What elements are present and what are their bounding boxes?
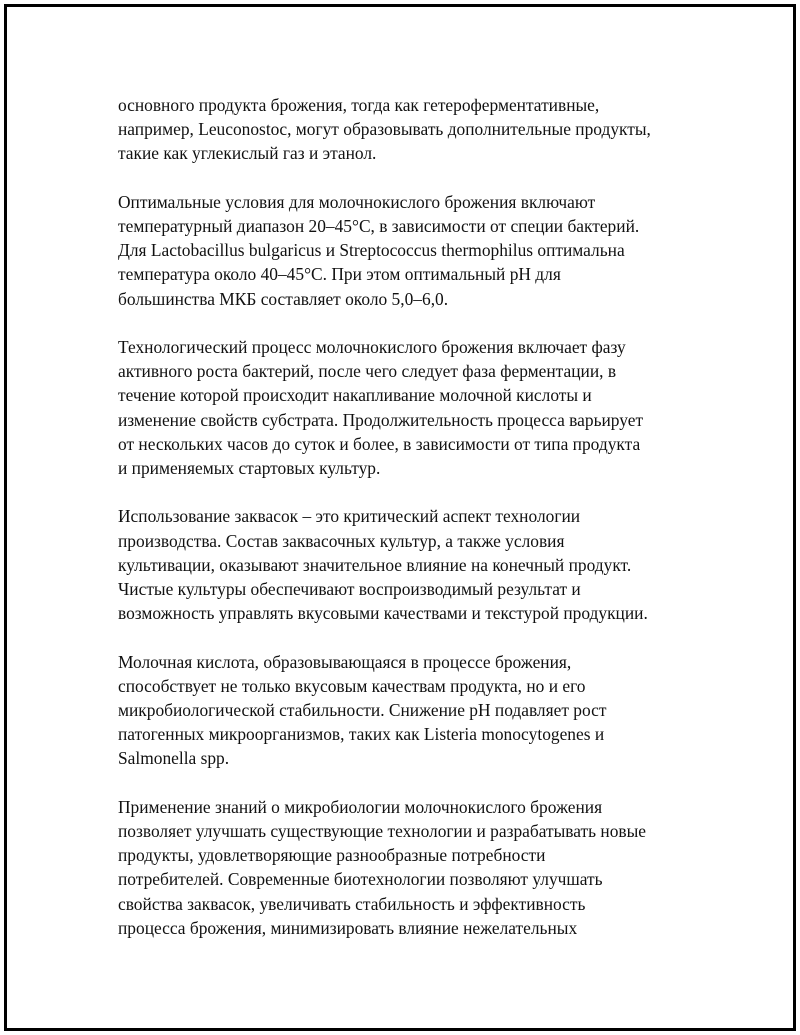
text-line: Оптимальные условия для молочнокислого брожения включают — [118, 191, 596, 212]
text-line: патогенных микроорганизмов, таких как Listeria monocytogenes и — [118, 724, 605, 745]
text-line: температура около 40–45°C. При этом оптимальный pH для — [118, 264, 561, 285]
text-line: такие как углекислый газ и этанол. — [118, 143, 377, 164]
document-body — [118, 93, 688, 964]
paragraph-4 — [118, 504, 688, 625]
paragraph-5 — [118, 650, 688, 771]
text-line: свойства заквасок, увеличивать стабильность и эффективность — [118, 893, 586, 914]
text-line: от нескольких часов до суток и более, в зависимости от типа продукта — [118, 433, 641, 454]
text-line: большинства МКБ составляет около 5,0–6,0. — [118, 288, 449, 309]
text-line: потребителей. Современные биотехнологии позволяют улучшать — [118, 869, 603, 890]
text-line: Salmonella spp. — [118, 748, 230, 769]
text-line: Технологический процесс молочнокислого брожения включает фазу — [118, 337, 626, 357]
text-line: течение которой происходит накапливание молочной кислоты и — [118, 385, 592, 406]
text-line: температурный диапазон 20–45°C, в зависимости от специи бактерий. — [118, 216, 640, 236]
text-line: производства. Состав заквасочных культур, а также условия — [118, 530, 565, 551]
text-line: процесса брожения, минимизировать влияние нежелательных — [118, 917, 578, 938]
text-line: микробиологической стабильности. Снижение pH подавляет рост — [118, 700, 607, 721]
text-line: позволяет улучшать существующие технологии и разрабатывать новые — [118, 821, 647, 842]
paragraph-3 — [118, 335, 688, 480]
paragraph-1 — [118, 93, 688, 166]
text-line: например, Leuconostoc, могут образовывать дополнительные продукты, — [118, 119, 651, 140]
text-line: возможность управлять вкусовыми качествами и текстурой продукции. — [118, 603, 648, 624]
text-line: изменение свойств субстрата. Продолжительность процесса варьирует — [118, 409, 644, 430]
text-line: Использование заквасок – это критический аспект технологии — [118, 506, 581, 527]
text-line: Чистые культуры обеспечивают воспроизводимый результат и — [118, 579, 581, 600]
paragraph-6 — [118, 795, 688, 940]
text-line: основного продукта брожения, тогда как гетероферментативные, — [118, 95, 600, 115]
text-line: Для Lactobacillus bulgaricus и Streptococcus thermophilus оптимальна — [118, 240, 625, 261]
paragraph-2 — [118, 190, 688, 311]
text-line: и применяемых стартовых культур. — [118, 458, 381, 479]
text-line: способствует не только вкусовым качествам продукта, но и его — [118, 675, 586, 696]
text-line: культивации, оказывают значительное влияние на конечный продукт. — [118, 554, 632, 575]
text-line: Применение знаний о микробиологии молочнокислого брожения — [118, 796, 603, 817]
text-line: Молочная кислота, образовывающаяся в процессе брожения, — [118, 651, 572, 672]
text-line: продукты, удовлетворяющие разнообразные потребности — [118, 845, 546, 866]
text-line: активного роста бактерий, после чего следует фаза ферментации, в — [118, 361, 617, 382]
